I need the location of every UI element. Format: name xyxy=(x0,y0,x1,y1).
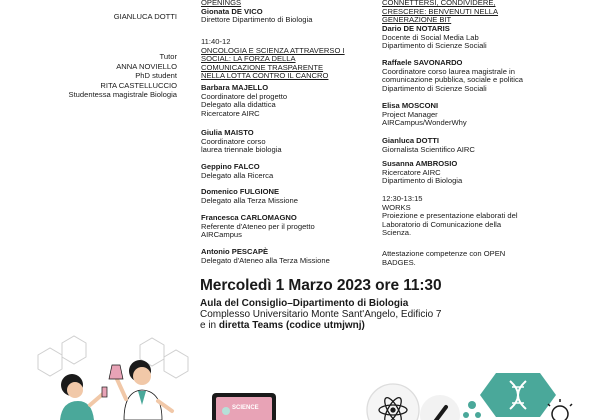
session-title-3: COMUNICAZIONE TRASPARENTE xyxy=(201,62,324,72)
right-title xyxy=(382,0,498,25)
phd-label: PhD student xyxy=(135,71,177,81)
badges-line: Attestazione competenze con OPEN xyxy=(382,249,506,258)
speaker-name: Susanna AMBROSIO xyxy=(382,159,458,168)
speaker-role: Delegato alla Ricerca xyxy=(201,170,274,180)
speaker-carlomagno xyxy=(201,214,315,240)
bottom-illustration xyxy=(0,335,595,420)
atom-icon xyxy=(367,384,419,420)
tutor-name: ANNA NOVIELLO xyxy=(116,61,177,71)
vico-name: Gionata DE VICO xyxy=(201,6,263,16)
middle-column xyxy=(201,0,312,25)
session-block xyxy=(201,38,345,81)
speaker-role: comunicazione pubblica, sociale e politica xyxy=(382,75,523,85)
openings-label: OPENINGS xyxy=(201,0,242,7)
molecule-icon xyxy=(463,401,481,418)
teams-link[interactable]: diretta Teams xyxy=(218,320,284,331)
tablet-icon xyxy=(212,393,276,420)
session-title-4: NELLA LOTTA CONTRO IL CANCRO xyxy=(201,71,329,81)
speaker-role: Ricercatore AIRC xyxy=(382,167,441,177)
scientist-woman-icon xyxy=(60,374,107,420)
event-venue: Aula del Consiglio–Dipartimento di Biologia xyxy=(200,298,409,309)
badges-line: BADGES. xyxy=(382,257,416,267)
speaker-pescape xyxy=(201,248,330,265)
speaker-role: Delegato alla Terza Missione xyxy=(201,195,298,205)
speaker-role: Ricercatore AIRC xyxy=(201,108,260,118)
speaker-name: Geppino FALCO xyxy=(201,162,260,171)
speaker-name: Antonio PESCAPÈ xyxy=(201,247,269,256)
speaker-dotti xyxy=(382,137,475,154)
speaker-role: Giornalista Scientifico AIRC xyxy=(382,144,475,154)
speaker-role: Referente d'Ateneo per il progetto xyxy=(201,221,315,231)
speaker-fulgione xyxy=(201,188,298,205)
session-title-2: SOCIAL: LA FORZA DELLA xyxy=(201,54,296,64)
speaker-role: Dipartimento di Scienze Sociali xyxy=(382,41,487,51)
speaker-role: Dipartimento di Biologia xyxy=(382,176,463,186)
speaker-role: Coordinatore del progetto xyxy=(201,91,288,101)
speaker-name: Dario DE NOTARIS xyxy=(382,24,450,33)
speaker-role: Dipartimento di Scienze Sociali xyxy=(382,83,487,93)
phd-name: RITA CASTELLUCCIO xyxy=(100,80,177,90)
works-desc: Laboratorio di Comunicazione della xyxy=(382,219,502,229)
speaker-falco xyxy=(201,163,273,180)
works-label: WORKS xyxy=(382,202,411,212)
left-top-name: GIANLUCA DOTTI xyxy=(113,12,177,21)
speaker-name: Giulia MAISTO xyxy=(201,128,254,137)
speaker-ambrosio xyxy=(382,160,462,186)
speaker-name: Francesca CARLOMAGNO xyxy=(201,213,297,222)
speaker-role: laurea triennale biologia xyxy=(201,145,282,155)
speaker-role: Docente di Social Media Lab xyxy=(382,32,479,42)
dna-icon xyxy=(480,373,556,417)
badges-block xyxy=(382,250,505,267)
speaker-role: AIRCampus/WonderWhy xyxy=(382,118,467,128)
speaker-role: AIRCampus xyxy=(201,230,242,240)
speaker-name: Elisa MOSCONI xyxy=(382,101,439,110)
speaker-name: Gianluca DOTTI xyxy=(382,136,439,145)
left-staff xyxy=(69,52,178,100)
session-time: 11:40-12 xyxy=(201,37,231,46)
session-title-1: ONCOLOGIA E SCIENZA ATTRAVERSO I xyxy=(201,45,345,55)
speaker-name: Domenico FULGIONE xyxy=(201,187,280,196)
scientist-man-icon xyxy=(109,360,172,420)
speaker-maisto xyxy=(201,129,282,155)
speaker-name: Raffaele SAVONARDO xyxy=(382,58,463,67)
right-title-line: GENERAZIONE BIT xyxy=(382,15,452,25)
speaker-savonardo xyxy=(382,59,523,93)
speaker-role: Coordinatore corso xyxy=(201,136,266,146)
event-teams xyxy=(200,320,441,331)
works-desc: Scienza. xyxy=(382,228,412,238)
speaker-majello xyxy=(201,84,287,118)
speaker-role: Project Manager xyxy=(382,109,438,119)
event-date: Mercoledì 1 Marzo 2023 ore 11:30 xyxy=(200,277,442,294)
right-title-line: CRESCERE: BENVENUTI NELLA xyxy=(382,6,499,16)
lightbulb-icon xyxy=(548,399,572,420)
vico-role: Direttore Dipartimento di Biologia xyxy=(201,15,313,25)
speaker-de-notaris xyxy=(382,25,487,51)
event-address: Complesso Universitario Monte Sant'Angelo, Edificio 7 xyxy=(200,309,442,320)
speaker-mosconi xyxy=(382,102,467,128)
right-title-line: CONNETTERSI, CONDIVIDERE, xyxy=(382,0,496,7)
teams-code: (codice utmjwnj) xyxy=(285,320,365,331)
speaker-role: Coordinatore corso laurea magistrale in xyxy=(382,66,515,76)
student-label: Studentessa magistrale Biologia xyxy=(68,90,177,100)
microscope-icon xyxy=(420,395,460,420)
works-time: 12:30-13:15 xyxy=(382,194,423,203)
tablet-screen-text: SCIENCE xyxy=(232,405,259,411)
works-desc: Proiezione e presentazione elaborati del xyxy=(382,211,518,221)
speaker-role: Delegato d'Ateneo alla Terza Missione xyxy=(201,255,330,265)
teams-prefix: e in xyxy=(200,320,217,331)
tutor-label: Tutor xyxy=(159,52,177,61)
left-column xyxy=(114,12,177,22)
speaker-role: Delegato alla didattica xyxy=(201,100,276,110)
works-block xyxy=(382,195,518,238)
speaker-name: Barbara MAJELLO xyxy=(201,83,269,92)
event-info xyxy=(200,277,441,331)
